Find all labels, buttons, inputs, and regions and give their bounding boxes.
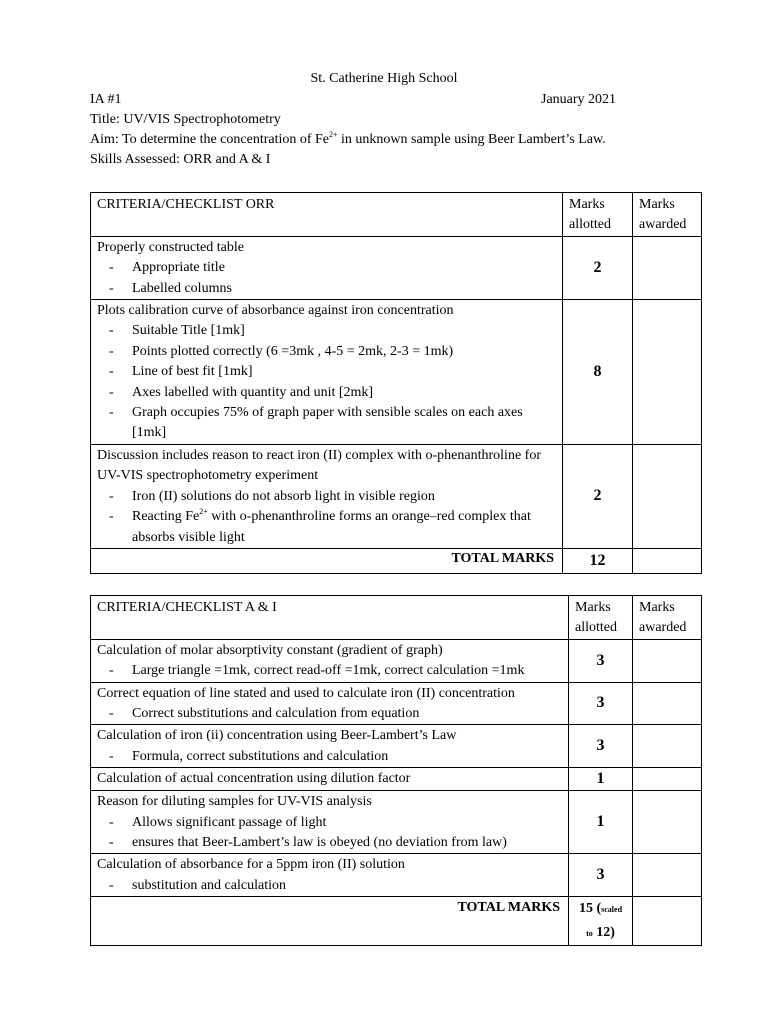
list-item: [97, 487, 556, 507]
marks-allotted: 3: [569, 854, 633, 897]
list-item: [97, 507, 556, 548]
list-item: [97, 342, 556, 362]
orr-awarded-header: Marks awarded: [633, 193, 702, 237]
list-item-text: Large triangle =1mk, correct read-off =1mk, correct calculation =1mk: [132, 663, 525, 679]
list-item-text: Appropriate title: [132, 260, 225, 276]
criteria-main: Calculation of actual concentration using dilution factor: [97, 771, 411, 787]
list-item: [97, 279, 556, 299]
criteria-cell: [91, 725, 569, 768]
total-row: [91, 897, 702, 946]
skills-assessed: Skills Assessed: ORR and A & I: [90, 152, 271, 167]
total-marks-awarded-cell[interactable]: [633, 548, 702, 573]
bullet-dash: -: [109, 663, 114, 679]
list-item: [97, 258, 556, 278]
marks-allotted: 1: [569, 768, 633, 791]
bullet-dash: -: [109, 748, 114, 764]
marks-awarded-cell[interactable]: [633, 300, 702, 445]
bullet-dash: -: [109, 343, 114, 359]
total-marks-to: to: [586, 929, 593, 939]
list-item: [97, 833, 562, 853]
list-item-text: Points plotted correctly (6 =3mk , 4-5 = 2mk, 2-3 = 1mk): [132, 343, 454, 359]
list-item-text: Formula, correct substitutions and calculation: [132, 748, 389, 764]
total-marks-awarded-cell[interactable]: [633, 897, 702, 946]
criteria-main: Reason for diluting samples for UV-VIS analysis: [97, 794, 372, 810]
table-row: [91, 725, 702, 768]
bullet-dash: -: [109, 364, 114, 380]
bullet-dash: -: [109, 384, 114, 400]
table-row: [91, 236, 702, 299]
criteria-cell: [91, 236, 563, 299]
list-item-text: Labelled columns: [132, 280, 232, 296]
ai-criteria-header: CRITERIA/CHECKLIST A & I: [91, 596, 569, 640]
bullet-dash: -: [109, 706, 114, 722]
marks-allotted: 3: [569, 725, 633, 768]
bullet-dash: -: [109, 323, 114, 339]
aim-prefix: Aim: To determine the concentration of Fe: [90, 132, 330, 147]
list-item: [97, 876, 562, 896]
marks-allotted: 2: [563, 236, 633, 299]
item-superscript: 2+: [199, 507, 208, 517]
criteria-cell: [91, 444, 563, 548]
marks-allotted: 2: [563, 444, 633, 548]
criteria-cell: [91, 682, 569, 725]
marks-awarded-cell[interactable]: [633, 682, 702, 725]
aim-suffix: in unknown sample using Beer Lambert’s Law.: [337, 132, 606, 147]
table-row: [91, 300, 702, 445]
total-label: TOTAL MARKS: [91, 548, 563, 573]
bullet-dash: -: [109, 814, 114, 830]
criteria-cell: [91, 639, 569, 682]
ai-awarded-header: Marks awarded: [633, 596, 702, 640]
marks-allotted: 3: [569, 682, 633, 725]
total-row: [91, 548, 702, 573]
orr-allotted-header: Marks allotted: [563, 193, 633, 237]
document-title: Title: UV/VIS Spectrophotometry: [90, 112, 281, 127]
list-item-text: Iron (II) solutions do not absorb light in visible region: [132, 488, 435, 504]
marks-awarded-cell[interactable]: [633, 444, 702, 548]
table-row: [91, 768, 702, 791]
school-name: St. Catherine High School: [310, 71, 458, 86]
bullet-dash: -: [109, 835, 114, 851]
item-suffix: with o-phenanthroline forms an orange–red complex that absorbs visible light: [132, 509, 531, 545]
criteria-cell: [91, 300, 563, 445]
total-marks-main: 15 (: [578, 901, 602, 917]
criteria-main: Plots calibration curve of absorbance against iron concentration: [97, 303, 454, 319]
ia-number: IA #1: [90, 92, 122, 107]
table-row: [91, 682, 702, 725]
list-item: [97, 383, 556, 403]
table-row: [91, 791, 702, 854]
marks-awarded-cell[interactable]: [633, 639, 702, 682]
marks-awarded-cell[interactable]: [633, 854, 702, 897]
list-item-text: Allows significant passage of light: [132, 814, 327, 830]
bullet-dash: -: [109, 260, 114, 276]
bullet-dash: -: [109, 877, 114, 893]
marks-allotted: 8: [563, 300, 633, 445]
total-marks-scaled: scaled: [601, 905, 623, 915]
list-item: [97, 747, 562, 767]
document-date: January 2021: [541, 92, 617, 107]
list-item: [97, 704, 562, 724]
list-item-text: Suitable Title [1mk]: [132, 323, 245, 339]
ai-allotted-header: Marks allotted: [569, 596, 633, 640]
marks-awarded-cell[interactable]: [633, 768, 702, 791]
criteria-main: Discussion includes reason to react iron (II) complex with o-phenanthroline for UV-VIS spectrophotometry experiment: [97, 447, 541, 484]
orr-criteria-header: CRITERIA/CHECKLIST ORR: [91, 193, 563, 237]
criteria-cell: [91, 768, 569, 791]
total-label: TOTAL MARKS: [91, 897, 569, 946]
item-prefix: Reacting Fe: [132, 509, 200, 525]
list-item: [97, 661, 562, 681]
ai-header-row: [91, 596, 702, 640]
criteria-main: Correct equation of line stated and used to calculate iron (II) concentration: [97, 685, 515, 701]
orr-header-row: [91, 193, 702, 237]
criteria-cell: [91, 854, 569, 897]
bullet-dash: -: [109, 405, 114, 421]
list-item: [97, 362, 556, 382]
marks-allotted: 1: [569, 791, 633, 854]
aim-line: [90, 131, 710, 149]
aim-superscript: 2+: [329, 130, 338, 139]
marks-awarded-cell[interactable]: [633, 791, 702, 854]
table-row: [91, 444, 702, 548]
marks-allotted: 3: [569, 639, 633, 682]
list-item-text: Correct substitutions and calculation from equation: [132, 706, 420, 722]
criteria-main: Calculation of iron (ii) concentration using Beer-Lambert’s Law: [97, 728, 457, 744]
criteria-cell: [91, 791, 569, 854]
criteria-main: Calculation of molar absorptivity constant (gradient of graph): [97, 642, 443, 658]
criteria-main: Properly constructed table: [97, 239, 244, 255]
total-marks-scaled-value: 12): [592, 925, 615, 941]
list-item-text: [132, 507, 556, 548]
list-item-text: ensures that Beer-Lambert’s law is obeyed (no deviation from law): [132, 835, 507, 851]
total-marks-allotted: 12: [563, 548, 633, 573]
list-item: [97, 321, 556, 341]
marks-awarded-cell[interactable]: [633, 236, 702, 299]
list-item-text: substitution and calculation: [132, 877, 286, 893]
criteria-main: Calculation of absorbance for a 5ppm iron (II) solution: [97, 857, 405, 873]
list-item-text: Graph occupies 75% of graph paper with sensible scales on each axes [1mk]: [132, 405, 523, 441]
list-item: [97, 813, 562, 833]
list-item-text: Axes labelled with quantity and unit [2mk]: [132, 384, 374, 400]
marks-awarded-cell[interactable]: [633, 725, 702, 768]
bullet-dash: -: [109, 488, 114, 504]
total-marks-allotted: [569, 897, 633, 946]
bullet-dash: -: [109, 280, 114, 296]
list-item-text: Line of best fit [1mk]: [132, 364, 253, 380]
table-row: [91, 639, 702, 682]
orr-table: [90, 192, 702, 574]
bullet-dash: -: [109, 509, 114, 525]
ai-table: [90, 595, 702, 946]
list-item: [97, 403, 556, 444]
table-row: [91, 854, 702, 897]
